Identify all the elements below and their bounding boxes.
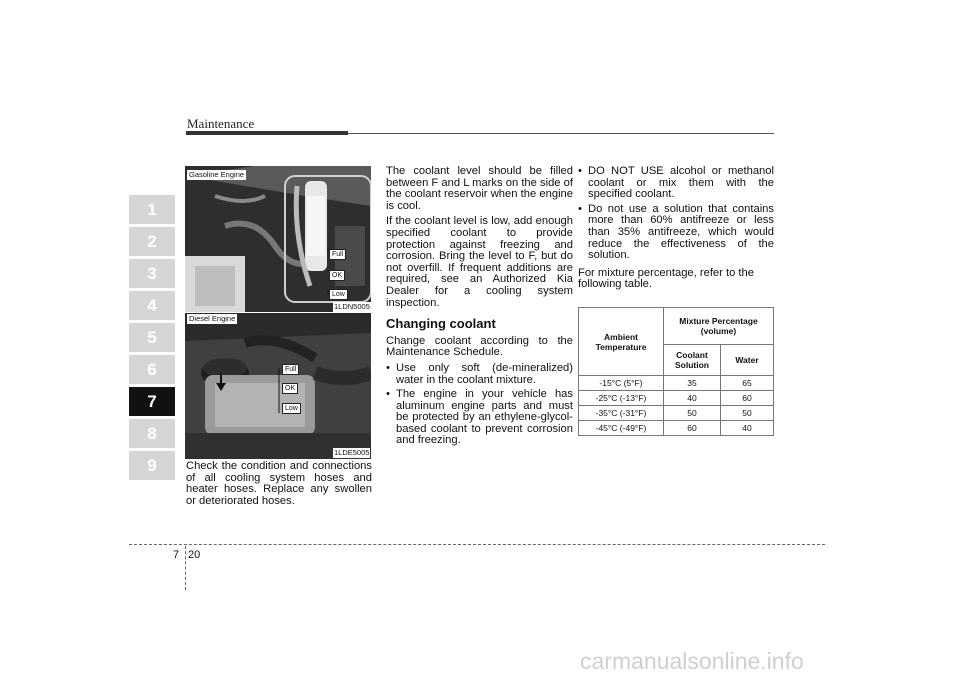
chapter-tab-4[interactable]: 4 [129,291,175,320]
footer-chapter-number: 7 [173,549,180,561]
col-water: Water [721,345,774,376]
mixture-table [578,307,774,436]
chapter-tab-6[interactable]: 6 [129,355,175,384]
cell-water: 65 [721,376,774,391]
hose-inspection-text [186,461,372,511]
gasoline-engine-label: Gasoline Engine [189,170,245,179]
chapter-tab-3[interactable]: 3 [129,259,175,288]
warnings-list [578,166,774,262]
cell-coolant: 50 [664,406,721,421]
cell-coolant: 60 [664,421,721,436]
gasoline-engine-photo [185,166,371,312]
chapter-tab-8[interactable]: 8 [129,419,175,448]
diesel-level-ok: OK [282,383,298,394]
hose-inspection-paragraph: Check the condition and connections of all cooling system hoses and heater hoses. Replace any swollen or deteriorated hoses. [186,460,372,507]
table-row [579,421,774,436]
cell-coolant: 35 [664,376,721,391]
diesel-level-full: Full [282,364,299,375]
header-rule-thin [348,133,774,134]
col-mixture-percentage: Mixture Percentage (volume) [664,308,774,345]
list-item: • Use only soft (de-mineralized) water in the coolant mixture. [386,363,573,386]
header-rule-dark [186,131,348,135]
watermark: carmanualsonline.info [580,648,804,674]
col-coolant-solution: Coolant Solution [664,345,721,376]
changing-coolant-heading: Changing coolant [386,316,496,332]
changing-coolant-list [386,363,573,447]
col-ambient-temperature: Ambient Temperature [579,308,664,376]
chapter-tab-7[interactable]: 7 [129,387,175,416]
middle-column [386,166,573,450]
gasoline-level-low: Low [329,289,348,300]
cell-water: 40 [721,421,774,436]
footer-divider [185,546,186,590]
table-header-row [579,308,774,345]
footer-rule [129,544,825,545]
footer-page-number: 20 [188,549,201,561]
cell-temperature: -25°C (-13°F) [579,391,664,406]
cell-water: 60 [721,391,774,406]
cell-temperature: -45°C (-49°F) [579,421,664,436]
cell-coolant: 40 [664,391,721,406]
diesel-engine-photo [185,313,371,459]
diesel-level-low: Low [282,403,301,414]
chapter-tab-5[interactable]: 5 [129,323,175,352]
chapter-tab-9[interactable]: 9 [129,451,175,480]
table-row [579,391,774,406]
mixture-intro-paragraph: For mixture percentage, refer to the following table. [578,266,754,291]
section-title: Maintenance [187,116,255,131]
gasoline-figure-code: 1LDN5005 [334,302,370,311]
coolant-level-paragraph: The coolant level should be filled between F and L marks on the side of the coolant reservoir when the engine is cool. [386,165,573,212]
cell-temperature: -15°C (5°F) [579,376,664,391]
chapter-tab-1[interactable]: 1 [129,195,175,224]
diesel-engine-illustration [185,313,371,459]
chapter-tab-2[interactable]: 2 [129,227,175,256]
right-column [578,166,774,295]
cell-water: 50 [721,406,774,421]
change-schedule-paragraph: Change coolant according to the Maintenance Schedule. [386,334,573,359]
table-row [579,376,774,391]
list-item: • DO NOT USE alcohol or methanol coolant or mix them with the specified coolant. [578,166,774,201]
gasoline-level-ok: OK [329,270,345,281]
list-item: • The engine in your vehicle has aluminum engine parts and must be protected by an ethylene-glycol-based coolant to prevent corrosion and freezing. [386,389,573,447]
diesel-figure-code: 1LDE5005 [334,448,370,457]
table-row [579,406,774,421]
diesel-engine-label: Diesel Engine [189,314,236,323]
gasoline-level-full: Full [329,249,346,260]
coolant-low-paragraph: If the coolant level is low, add enough specified coolant to provide protection against freezing and corrosion. Bring the level to F, but do not overfill. If frequent additions are required, see an Authorized Kia Dealer for a cooling system inspection. [386,215,573,309]
list-item: • Do not use a solution that contains more than 60% antifreeze or less than 35% antifreeze, which would reduce the effectiveness of the solution. [578,204,774,262]
cell-temperature: -35°C (-31°F) [579,406,664,421]
